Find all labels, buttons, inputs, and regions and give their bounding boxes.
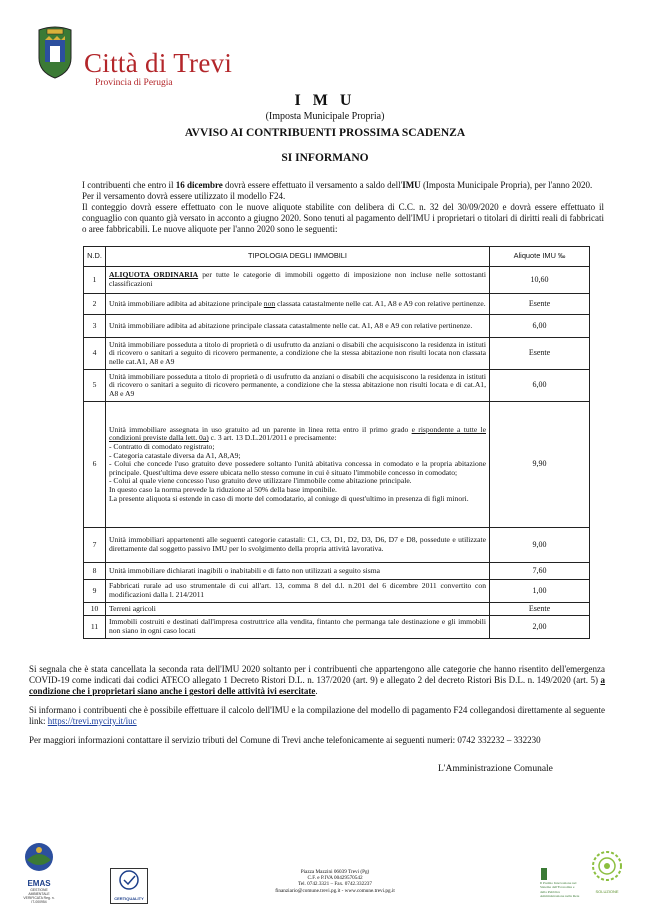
notes-section — [29, 664, 605, 754]
row-rate: 2,00 — [490, 616, 590, 639]
row-description: Unità immobiliari appartenenti alle seguenti categorie catastali: C1, C3, D1, D2, D3, D6, D7 e D8, possedute e utilizzate direttamente dal soggetto passivo IMU per lo svolgimento della propria attività lavorativa. — [106, 528, 490, 563]
table-row: 6 Unità immobiliare assegnata in uso gratuito ad un parente in linea retta entro il primo grado e rispondente a tutte le condizioni previste dalla lett. 0a) c. 3 art. 13 D.L.201/2011 e precisamente: - Contratto di comodato registrato; - Categoria catastale diversa da A1, A8,A9; - Colui che concede l'uso gratuito deve possedere soltanto l'unità abitativa concessa in comodato e la propria abitazione principale. Quest'ultima deve essere ubicata nello stesso comune in cui è situato l'immobile concesso in comodato; - Colui al quale viene concesso l'uso gratuito deve utilizzare l'immobile come abitazione principale. In questo caso la norma prevede la riduzione al 50% della base imponibile. La presente aliquota si estende in caso di morte del comodatario, al coniuge di quest'ultimo in presenza di figli minori. 9,90 — [84, 402, 590, 528]
list-item: - Colui al quale viene concesso l'uso gratuito deve utilizzare l'immobile come abitazione principale. — [109, 476, 412, 486]
innovation-award-logo: Il Premio Innovazione nel Sistema dell'Economia e della Pubblica Amministrazione nella Rete — [540, 868, 580, 898]
intro-paragraph-3: Il conteggio dovrà essere effettuato con le nuove aliquote stabilite con delibera di C.C. n. 32 del 30/09/2020 e dovrà essere effettuato il conguaglio con quanto già versato in acconto a giugno 2020. Sono tenuti al pagamento dell'IMU i proprietari o titolari di diritti reali di fabbricati o aree fabbricabili. Le nuove aliquote per l'anno 2020 sono le seguenti: — [82, 202, 604, 234]
row-description: Unità immobiliare adibita ad abitazione principale classata catastalmente nelle cat. A1, A8 e A9 con relative pertinenze. — [106, 315, 490, 338]
notice-heading: AVVISO AI CONTRIBUENTI PROSSIMA SCADENZA — [184, 127, 466, 139]
table-row: 10 Terreni agricoli Esente — [84, 603, 590, 616]
row-description: Unità immobiliare posseduta a titolo di proprietà o di usufrutto da anziani o disabili che acquisiscono la residenza in istituti di ricovero o sanitari a seguito di ricovero permanente, a condizione che la stessa abitazione non risulti locata non classata nelle cat.A1, A8 e A9 — [106, 338, 490, 370]
table-row: 9 Fabbricati rurale ad uso strumentale di cui all'art. 13, comma 8 del d.l. n.201 del 6 dicembre 2011 convertito con modificazioni dalla l. 214/2011 1,00 — [84, 580, 590, 603]
notes-paragraph-3: Per maggiori informazioni contattare il servizio tributi del Comune di Trevi anche telefonicamente ai seguenti numeri: 0742 332232 – 332230 — [29, 735, 541, 745]
row-rate: Esente — [490, 338, 590, 370]
row-rate: Esente — [490, 294, 590, 315]
row-description: Unità immobiliare posseduta a titolo di proprietà o di usufrutto da anziani o disabili che acquisiscono la residenza in istituti di ricovero o sanitari a seguito di ricovero permanente, a condizione che la stessa abitazione non risulti locata e di cat.A1, A8 e A9 — [106, 370, 490, 402]
row-description: Unità immobiliare adibita ad abitazione principale non classata catastalmente nelle cat. A1, A8 e A9 con relative pertinenze. — [106, 294, 490, 315]
row-description: Unità immobiliare dichiarati inagibili o inabitabili e di fatto non utilizzati a seguito sisma — [106, 563, 490, 580]
table-row: 1 ALIQUOTA ORDINARIA per tutte le categorie di immobili oggetto di imposizione non incluse nelle sottostanti classificazioni 10,60 — [84, 267, 590, 294]
emas-logo — [22, 840, 56, 904]
solution-logo — [589, 848, 625, 894]
intro-text — [82, 180, 604, 235]
row-description: ALIQUOTA ORDINARIA per tutte le categorie di immobili oggetto di imposizione non incluse nelle sottostanti classificazioni — [106, 267, 490, 294]
list-item: - Contratto di comodato registrato; — [109, 442, 215, 452]
table-row: 5 Unità immobiliare posseduta a titolo di proprietà o di usufrutto da anziani o disabili che acquisiscono la residenza in istituti di ricovero o sanitari a seguito di ricovero permanente, a condizione che la stessa abitazione non risulti locata e di cat.A1, A8 e A9 6,00 — [84, 370, 590, 402]
intro-paragraph-1: I contribuenti che entro il 16 dicembre dovrà essere effettuato il versamento a saldo dell'IMU (Imposta Municipale Propria), per l'anno 2020. — [82, 180, 593, 190]
column-header: N.D. — [84, 247, 106, 267]
table-row: 8 Unità immobiliare dichiarati inagibili o inabitabili e di fatto non utilizzati a seguito sisma 7,60 — [84, 563, 590, 580]
table-row: 7 Unità immobiliari appartenenti alle seguenti categorie catastali: C1, C3, D1, D2, D3, D6, D7 e D8, possedute e utilizzate direttamente dal soggetto passivo IMU per lo svolgimento della propria attività lavorativa. 9,00 — [84, 528, 590, 563]
solution-logo-label: SOLUZIONE — [595, 889, 619, 894]
section-heading: SI INFORMANO — [281, 152, 369, 164]
table-row: 4 Unità immobiliare posseduta a titolo di proprietà o di usufrutto da anziani o disabili che acquisiscono la residenza in istituti di ricovero o sanitari a seguito di ricovero permanente, a condizione che la stessa abitazione non risulti locata non classata nelle cat.A1, A8 e A9 Esente — [84, 338, 590, 370]
signature: L'Amministrazione Comunale — [438, 764, 553, 774]
row-description: Unità immobiliare assegnata in uso gratuito ad un parente in linea retta entro il primo grado e rispondente a tutte le condizioni previste dalla lett. 0a) c. 3 art. 13 D.L.201/2011 e precisamente: - Contratto di comodato registrato; - Categoria catastale diversa da A1, A8,A9; - Colui che concede l'uso gratuito deve possedere soltanto l'unità abitativa concessa in comodato e la propria abitazione principale. Quest'ultima deve essere ubicata nello stesso comune in cui è situato l'immobile concesso in comodato; - Colui al quale viene concesso l'uso gratuito deve utilizzare l'immobile come abitazione principale. In questo caso la norma prevede la riduzione al 50% della base imponibile. La presente aliquota si estende in caso di morte del comodatario, al coniuge di quest'ultimo in presenza di figli minori. — [106, 402, 490, 528]
city-name: Città di Trevi — [84, 48, 233, 78]
list-item: - Colui che concede l'uso gratuito deve possedere soltanto l'unità abitativa concessa in comodato e la propria abitazione principale. Quest'ultima deve essere ubicata nello stesso comune in cui è situato l'immobile concesso in comodato; — [109, 459, 486, 477]
notes-paragraph-2: Si informano i contribuenti che è possibile effettuare il calcolo dell'IMU e la compilazione del modello di pagamento F24 collegandosi direttamente al seguente link: https://trevi.mycity.it/iuc — [29, 705, 605, 726]
row-rate: 9,00 — [490, 528, 590, 563]
row-rate: 6,00 — [490, 315, 590, 338]
table-row: 3 Unità immobiliare adibita ad abitazione principale classata catastalmente nelle cat. A1, A8 e A9 con relative pertinenze. 6,00 — [84, 315, 590, 338]
conditions-list — [109, 443, 486, 486]
intro-paragraph-2: Per il versamento dovrà essere utilizzato il modello F24. — [82, 191, 286, 201]
certiquality-label: CERTIQUALITY — [114, 896, 144, 901]
row-rate: 10,60 — [490, 267, 590, 294]
city-crest-logo — [33, 26, 77, 80]
emas-label: EMAS — [27, 879, 51, 888]
calculator-link[interactable]: https://trevi.mycity.it/iuc — [47, 716, 137, 726]
row-note: La presente aliquota si estende in caso di morte del comodatario, al coniuge di quest'ultimo in presenza di figli minori. — [109, 493, 469, 503]
row-rate: 7,60 — [490, 563, 590, 580]
row-description: Fabbricati rurale ad uso strumentale di cui all'art. 13, comma 8 del d.l. n.201 del 6 dicembre 2011 convertito con modificazioni dalla l. 214/2011 — [106, 580, 490, 603]
row-rate: 1,00 — [490, 580, 590, 603]
row-description: Terreni agricoli — [106, 603, 490, 616]
rates-table — [83, 246, 590, 639]
row-rate: 6,00 — [490, 370, 590, 402]
document-title: I M U — [294, 92, 356, 109]
column-header: TIPOLOGIA DEGLI IMMOBILI — [106, 247, 490, 267]
emas-caption: GESTIONE AMBIENTALE VERIFICATA Reg. n. IT-000954 — [23, 888, 55, 904]
document-subtitle: (Imposta Municipale Propria) — [265, 111, 385, 122]
footer-address: Piazza Mazzini 06039 Trevi (Pg) C.F. e P.IVA 00429570542 Tel. 0742.3321 – Fax. 0742.332237 finanziario@comune.trevi.pg.it - www.comune.trevi.pg.it — [275, 869, 395, 894]
certiquality-logo — [110, 868, 148, 904]
notes-paragraph-1: Si segnala che è stata cancellata la seconda rata dell'IMU 2020 soltanto per i contribuenti che appartengono alle categorie che hanno risentito dell'emergenza COVID-19 come indicati dai codici ATECO allegato 1 Decreto Ristori D.L. n. 137/2020 (art. 9) e allegato 2 del decreto Ristori Bis D.L. n. 149/2020 (art. 5) a condizione che i proprietari siano anche i gestori delle attività ivi esercitate. — [29, 664, 605, 696]
column-header: Aliquote IMU ‰ — [490, 247, 590, 267]
row-rate: 9,90 — [490, 402, 590, 528]
table-header-row — [84, 247, 590, 267]
row-rate: Esente — [490, 603, 590, 616]
table-row: 2 Unità immobiliare adibita ad abitazione principale non classata catastalmente nelle cat. A1, A8 e A9 con relative pertinenze. Esente — [84, 294, 590, 315]
row-description: Immobili costruiti e destinati dall'impresa costruttrice alla vendita, fintanto che permanga tale destinazione e gli immobili non siano in ogni caso locati — [106, 616, 490, 639]
province-name: Provincia di Perugia — [95, 78, 173, 88]
list-item: - Categoria catastale diversa da A1, A8,A9; — [109, 450, 241, 460]
row-note: In questo caso la norma prevede la riduzione al 50% della base imponibile. — [109, 484, 337, 494]
table-row: 11 Immobili costruiti e destinati dall'impresa costruttrice alla vendita, fintanto che permanga tale destinazione e gli immobili non siano in ogni caso locati 2,00 — [84, 616, 590, 639]
